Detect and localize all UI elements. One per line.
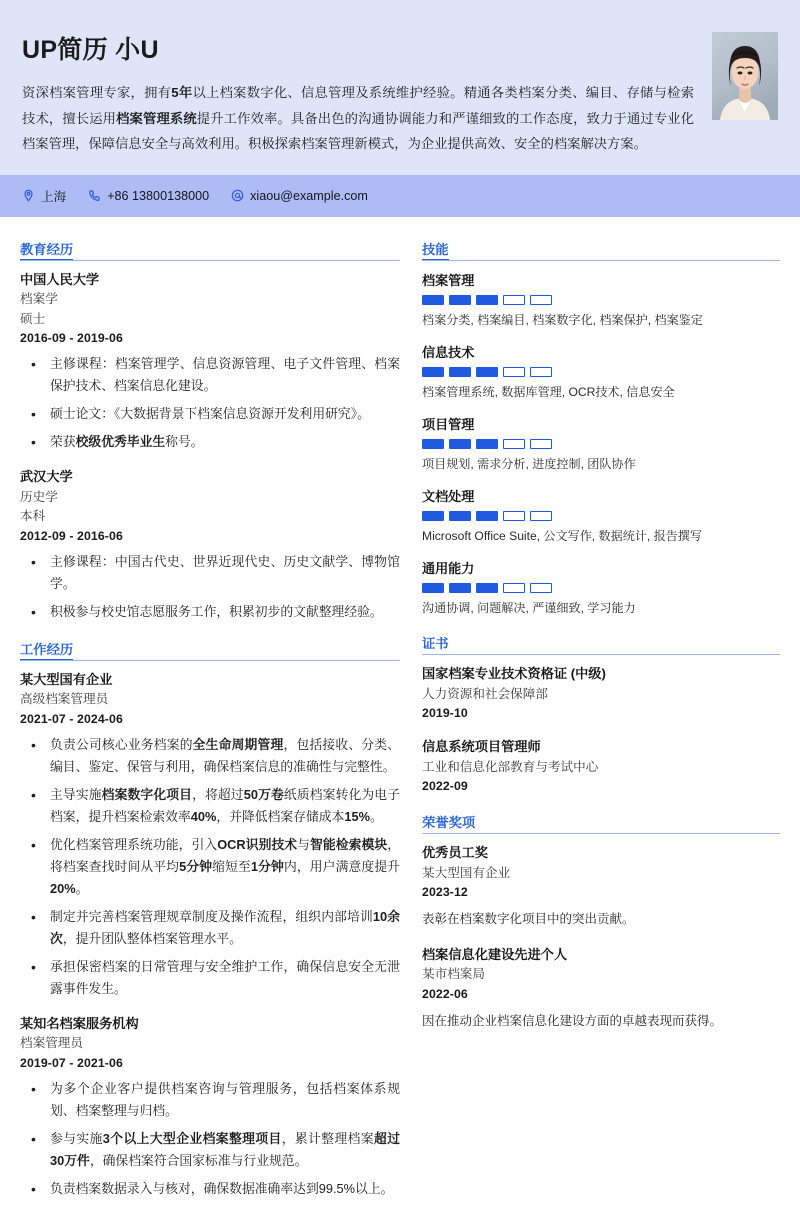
skill-item [422,558,780,617]
emphasis-text: 10余次 [50,908,401,946]
plain-text: 提升工作效率。具备出色的沟通协调能力和严谨细致的工作态度，致力于通过专业化档案管理，保障信息安全与高效利用。积极探索档案管理新模式，为企业提供高效、安全的档案解决方案。 [22,110,695,152]
plain-text: 承担保密档案的日常管理与安全维护工作，确保信息安全无泄露事件发生。 [50,958,400,996]
photo-container [712,30,778,120]
skill-pip-empty [530,295,552,305]
skill-item [422,342,780,401]
entry-bullet-list [20,734,400,1000]
avatar [712,32,778,120]
award-issuer: 某市档案局 [422,967,485,981]
skill-level-meter [422,511,780,521]
section-title-certificates-label: 证书 [422,636,449,652]
bullet-item [20,956,400,1000]
certificate-issuer: 工业和信息化部教育与考试中心 [422,759,599,774]
emphasis-text: 15% [344,808,370,824]
emphasis-text: 5年 [171,85,193,100]
plain-text: 内，用户满意度提升 [283,858,401,874]
title-underline [20,259,73,261]
plain-text: 纸质档案转化为电子档案，提升档案检索效率 [50,786,401,824]
skill-pip-filled [476,295,498,305]
section-title-work-label: 工作经历 [20,641,74,657]
emphasis-text: 全生命周期管理 [192,736,284,752]
emphasis-text: 5分钟 [179,858,213,874]
plain-text: 主修课程：中国古代史、世界近现代史、历史文献学、博物馆学。 [50,553,400,591]
plain-text: ，将超过 [192,786,244,802]
skill-pip-empty [503,439,525,449]
title-underline [422,833,475,835]
emphasis-text: 超过30万件 [50,1130,400,1168]
skill-pip-filled [476,367,498,377]
section-skills [422,239,780,618]
skill-level-meter [422,439,780,449]
page-title: UP简历 小U [22,36,159,64]
plain-text: ，包括接收、分类、编目、鉴定、保管与利用，确保档案信息的准确性与完整性。 [50,736,401,774]
bullet-item [20,551,400,595]
plain-text: 优化档案管理系统功能，引入 [50,836,218,852]
skill-pip-filled [422,367,444,377]
plain-text: 资深档案管理专家，拥有 [22,85,172,100]
section-title-skills [422,239,780,261]
entry-major: 档案学 [20,292,58,306]
plain-text: ，确保档案符合国家标准与行业规范。 [89,1152,308,1168]
certificate-name: 国家档案专业技术资格证 (中级) [422,666,606,682]
skill-item [422,414,780,473]
title-underline [422,259,449,261]
experience-entry [20,467,400,623]
phone-icon [88,189,101,202]
section-title-education [20,239,400,261]
skill-keywords: Microsoft Office Suite, 公文写作, 数据统计, 报告撰写 [422,528,702,543]
section-title-education-label: 教育经历 [20,241,74,257]
award-description: 因在推动企业档案信息化建设方面的卓越表现而获得。 [422,1013,723,1028]
bullet-item [20,906,400,950]
skill-pip-empty [503,511,525,521]
location-pin-icon [22,189,35,202]
section-awards [422,812,780,1032]
entry-date: 2021-07 - 2024-06 [20,711,123,726]
avatar-illustration [712,32,778,120]
bullet-item [20,834,400,900]
skill-pip-filled [476,511,498,521]
skill-pip-empty [503,295,525,305]
contact-location-text: 上海 [41,190,67,205]
bullet-item [20,1078,400,1122]
award-date: 2022-06 [422,986,468,1001]
bullet-item [20,1178,400,1200]
skill-keywords: 项目规划, 需求分析, 进度控制, 团队协作 [422,456,636,471]
entry-organization: 中国人民大学 [20,271,100,287]
bullet-item [20,784,400,828]
skill-keywords: 档案分类, 档案编目, 档案数字化, 档案保护, 档案鉴定 [422,312,703,327]
bullet-item [20,353,400,397]
emphasis-text: OCR识别技术 [217,836,298,852]
profile-summary [22,80,694,157]
plain-text: ，提升团队整体档案管理水平。 [62,930,242,946]
entry-organization: 某知名档案服务机构 [20,1015,139,1031]
skill-pip-filled [476,439,498,449]
award-date: 2023-12 [422,885,468,900]
skill-name: 通用能力 [422,561,475,577]
skill-item [422,486,780,545]
skill-list [422,270,780,618]
section-title-work [20,639,400,661]
bullet-item [20,734,400,778]
plain-text: 为多个企业客户提供档案咨询与管理服务，包括档案体系规划、档案整理与归档。 [50,1080,400,1118]
emphasis-text: 档案数字化项目 [101,786,193,802]
contact-item-email[interactable] [231,189,368,203]
plain-text: 。 [369,808,383,824]
right-column [422,239,780,1048]
skill-pip-empty [503,367,525,377]
plain-text: 制定并完善档案管理规章制度及操作流程，组织内部培训 [50,908,373,924]
emphasis-text: 3个以上大型企业档案整理项目 [102,1130,282,1146]
section-title-skills-label: 技能 [422,241,449,257]
section-certificates [422,633,780,796]
entry-degree: 硕士 [20,311,46,326]
bullet-item [20,403,400,425]
entry-degree: 本科 [20,509,46,524]
emphasis-text: 校级优秀毕业生 [75,434,166,450]
certificate-name: 信息系统项目管理师 [422,739,541,755]
plain-text: ，并降低档案存储成本 [216,808,345,824]
plain-text: 。 [75,880,89,896]
skill-pip-filled [449,511,471,521]
award-entry [422,843,780,930]
bullet-item [20,601,400,623]
entry-bullet-list [20,551,400,623]
resume-header [0,0,800,175]
skill-name: 项目管理 [422,416,475,432]
skill-pip-filled [476,583,498,593]
entry-bullet-list [20,1078,400,1200]
plain-text: ，累计整理档案 [281,1130,375,1146]
work-entries [20,670,400,1200]
bullet-item [20,1128,400,1172]
award-list [422,843,780,1032]
skill-level-meter [422,295,780,305]
skill-pip-filled [449,583,471,593]
skill-item [422,270,780,329]
email-at-icon [231,189,244,202]
skill-pip-empty [503,583,525,593]
award-name: 优秀员工奖 [422,845,488,861]
emphasis-text: 档案管理系统 [116,110,197,126]
skill-pip-filled [422,295,444,305]
education-entries [20,270,400,623]
award-name: 档案信息化建设先进个人 [422,946,568,962]
skill-pip-filled [449,439,471,449]
experience-entry [20,270,400,454]
certificate-list [422,664,780,796]
skill-pip-empty [530,583,552,593]
contact-item-location[interactable] [22,186,66,205]
entry-organization: 武汉大学 [20,469,73,485]
section-work [20,639,400,1200]
contact-email-text: xiaou@example.com [250,188,368,203]
contact-phone-text: +86 13800138000 [107,188,210,203]
certificate-date: 2022-09 [422,779,468,794]
emphasis-text: 50万卷 [243,786,284,802]
contact-item-phone[interactable] [88,189,209,203]
entry-role: 高级档案管理员 [20,692,109,707]
skill-pip-filled [422,583,444,593]
award-entry [422,945,780,1032]
skill-name: 档案管理 [422,272,475,288]
experience-entry [20,1014,400,1200]
skill-pip-filled [422,511,444,521]
skill-level-meter [422,367,780,377]
contact-bar [0,175,800,217]
entry-organization: 某大型国有企业 [20,671,113,687]
skill-pip-filled [422,439,444,449]
plain-text: 硕士论文：《大数据背景下档案信息资源开发利用研究》。 [50,406,370,422]
emphasis-text: 40% [190,808,217,824]
section-education [20,239,400,623]
certificate-entry [422,664,780,723]
plain-text: 负责公司核心业务档案的 [50,736,193,752]
entry-date: 2012-09 - 2016-06 [20,528,123,543]
certificate-issuer: 人力资源和社会保障部 [422,686,548,701]
plain-text: ，将档案查找时间从平均 [50,836,401,874]
skill-keywords: 档案管理系统, 数据库管理, OCR技术, 信息安全 [422,384,675,399]
plain-text: 与 [297,836,311,852]
plain-text: 荣获 [50,434,76,450]
plain-text: 参与实施 [50,1130,103,1146]
skill-name: 文档处理 [422,488,475,504]
section-title-awards-label: 荣誉奖项 [422,815,476,831]
entry-bullet-list [20,353,400,453]
section-title-certificates [422,633,780,655]
plain-text: 主导实施 [50,786,102,802]
plain-text: 缩短至 [212,858,251,874]
skill-pip-filled [449,295,471,305]
plain-text: 以上档案数字化、信息管理及系统维护经验。精通各类档案分类、编目、存储与检索技术，擅长运用 [22,85,695,126]
award-issuer: 某大型国有企业 [422,865,511,880]
plain-text: 负责档案数据录入与核对，确保数据准确率达到99.5%以上。 [50,1180,394,1196]
bullet-item [20,431,400,453]
skill-pip-empty [530,367,552,377]
skill-pip-empty [530,439,552,449]
skill-level-meter [422,583,780,593]
entry-role: 档案管理员 [20,1036,83,1051]
experience-entry [20,670,400,1000]
entry-date: 2019-07 - 2021-06 [20,1055,123,1070]
resume-body [0,217,800,1216]
skill-name: 信息技术 [422,344,475,360]
plain-text: 称号。 [165,434,204,450]
header-text-block [22,30,712,157]
skill-keywords: 沟通协调, 问题解决, 严谨细致, 学习能力 [422,601,636,616]
plain-text: 主修课程：档案管理学、信息资源管理、电子文件管理、档案保护技术、档案信息化建设。 [50,356,400,394]
emphasis-text: 智能检索模块 [310,836,388,852]
emphasis-text: 20% [50,880,76,896]
title-underline [20,659,73,661]
entry-date: 2016-09 - 2019-06 [20,331,123,346]
certificate-date: 2019-10 [422,706,468,721]
skill-pip-filled [449,367,471,377]
title-underline [422,654,449,656]
certificate-entry [422,737,780,796]
emphasis-text: 1分钟 [250,858,284,874]
entry-major: 历史学 [20,489,58,504]
plain-text: 积极参与校史馆志愿服务工作，积累初步的文献整理经验。 [50,603,383,619]
skill-pip-empty [530,511,552,521]
section-title-awards [422,812,780,834]
award-description: 表彰在档案数字化项目中的突出贡献。 [422,912,635,927]
left-column [20,239,400,1216]
